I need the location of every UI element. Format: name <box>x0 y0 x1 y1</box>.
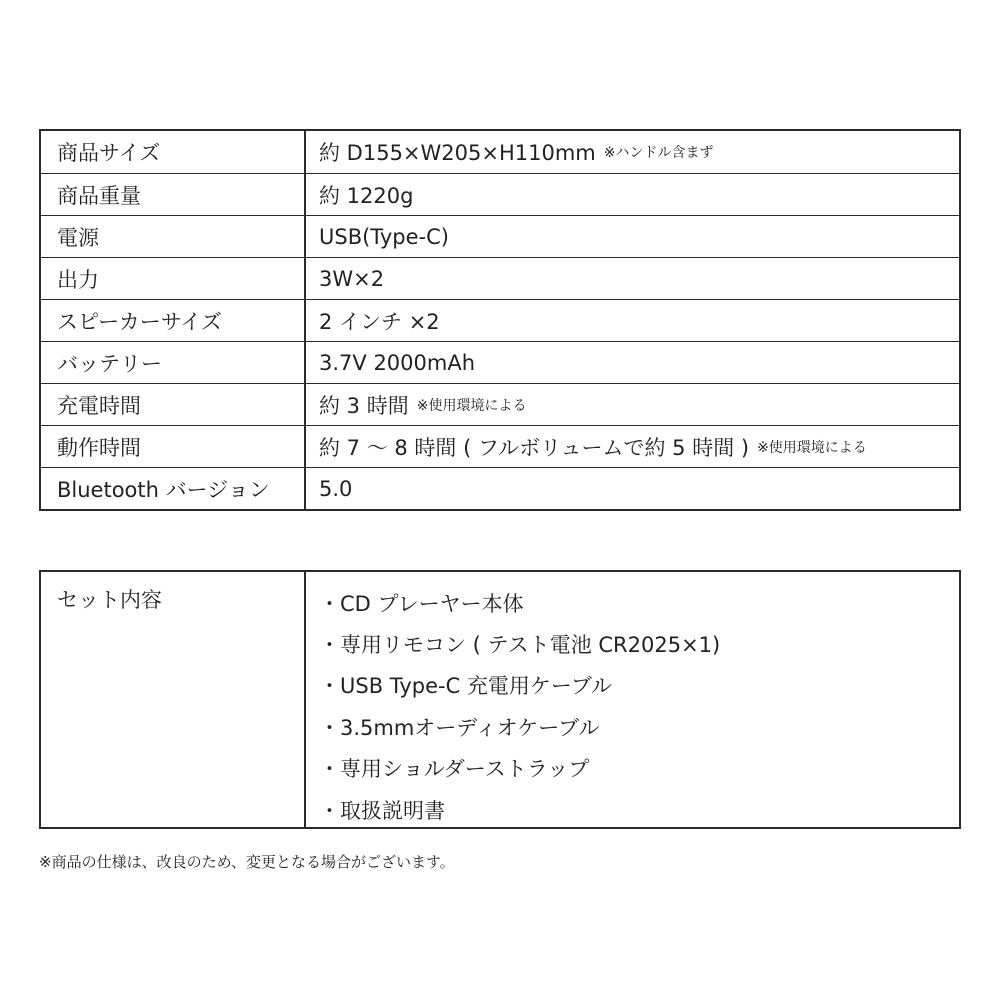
spec-value: 約 D155×W205×H110mm <box>319 141 596 165</box>
spec-row-weight <box>41 173 959 215</box>
spec-row-output <box>41 257 959 299</box>
spec-row-bluetooth <box>41 467 959 509</box>
contents-label: セット内容 <box>41 572 306 827</box>
spec-value: 2 インチ ×2 <box>319 309 440 334</box>
spec-row-operating-time <box>41 425 959 467</box>
spec-note: ※ハンドル含まず <box>603 145 714 161</box>
spec-value: USB(Type-C) <box>319 224 449 249</box>
spec-value: 3W×2 <box>319 266 385 291</box>
spec-value-cell <box>306 426 959 467</box>
spec-row-battery <box>41 341 959 383</box>
footnote: ※商品の仕様は、改良のため、変更となる場合がございます。 <box>39 853 455 871</box>
list-item: ・専用リモコン ( テスト電池 CR2025×1) <box>319 633 721 658</box>
spec-note: ※使用環境による <box>757 439 867 456</box>
spec-note: ※使用環境による <box>416 397 527 414</box>
spec-value: 3.7V 2000mAh <box>319 350 476 375</box>
spec-value-cell <box>306 342 959 383</box>
spec-label: 商品サイズ <box>41 131 306 173</box>
spec-table <box>39 129 961 511</box>
spec-value-cell <box>306 384 959 425</box>
spec-value: 約 1220g <box>319 183 414 208</box>
spec-row-power <box>41 215 959 257</box>
spec-value-cell <box>306 174 959 215</box>
list-item: ・取扱説明書 <box>319 798 445 823</box>
spec-value-cell <box>306 131 959 173</box>
list-item: ・CD プレーヤー本体 <box>319 591 524 616</box>
list-item: ・USB Type-C 充電用ケーブル <box>319 674 613 699</box>
contents-list <box>306 572 959 827</box>
spec-row-speaker-size <box>41 299 959 341</box>
spec-value: 5.0 <box>319 476 353 501</box>
contents-table <box>39 570 961 829</box>
spec-value: 約 7 ～ 8 時間 ( フルボリュームで約 5 時間 ) <box>319 435 750 460</box>
spec-row-charge-time <box>41 383 959 425</box>
spec-label: Bluetooth バージョン <box>41 468 306 509</box>
spec-row-size <box>41 131 959 173</box>
spec-label: 充電時間 <box>41 384 306 425</box>
spec-value: 約 3 時間 <box>319 393 409 418</box>
spec-value-cell <box>306 300 959 341</box>
spec-label: バッテリー <box>41 342 306 383</box>
spec-label: スピーカーサイズ <box>41 300 306 341</box>
spec-label: 商品重量 <box>41 174 306 215</box>
spec-label: 出力 <box>41 258 306 299</box>
spec-value-cell <box>306 468 959 509</box>
list-item: ・専用ショルダーストラップ <box>319 757 590 782</box>
list-item: ・3.5mmオーディオケーブル <box>319 715 600 740</box>
spec-value-cell <box>306 258 959 299</box>
spec-label: 電源 <box>41 216 306 257</box>
spec-value-cell <box>306 216 959 257</box>
spec-label: 動作時間 <box>41 426 306 467</box>
